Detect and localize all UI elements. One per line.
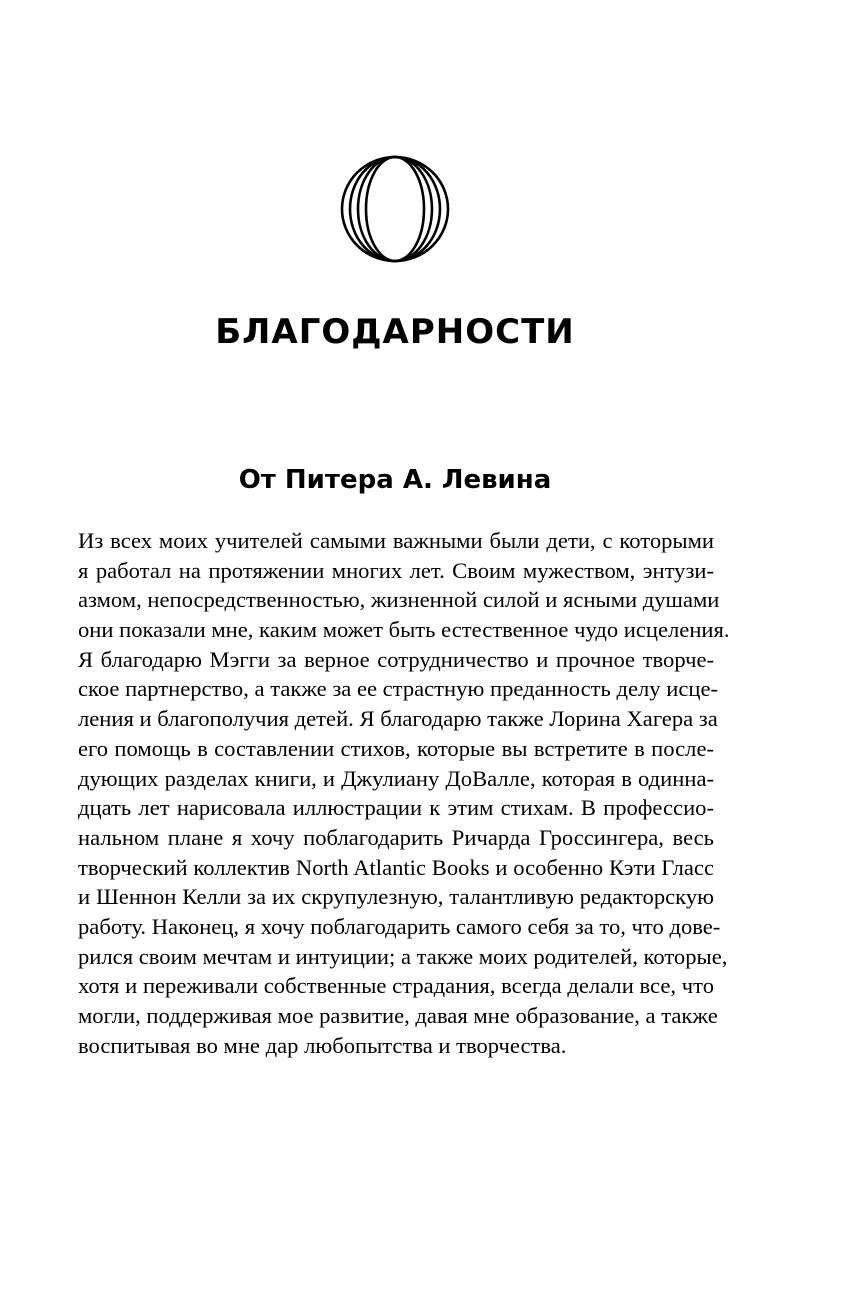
paragraph-line: дующих разделах книги, и Джулиану ДоВалле, которая в одинна- <box>78 765 714 791</box>
paragraph-line: творческий коллектив North Atlantic Books и особенно Кэти Гласс <box>78 854 714 880</box>
paragraph-line: они показали мне, каким может быть естественное чудо исцеления. <box>78 617 730 643</box>
chapter-title: БЛАГОДАРНОСТИ <box>215 312 575 352</box>
paragraph-line: рился своим мечтам и интуиции; а также моих родителей, которые, <box>78 943 728 969</box>
paragraph-line: воспитывая во мне дар любопытства и творчества. <box>78 1032 567 1058</box>
paragraph-line: ления и благополучия детей. Я благодарю также Лорина Хагера за <box>78 706 718 732</box>
paragraph-line: нальном плане я хочу поблагодарить Ричарда Гроссингера, весь <box>78 824 714 850</box>
paragraph-line: азмом, непосредственностью, жизненной силой и ясными душами <box>78 587 720 613</box>
body-paragraph <box>78 526 730 1060</box>
paragraph-line: дцать лет нарисовала иллюстрации к этим стихам. В профессио- <box>78 795 714 821</box>
paragraph-line: Из всех моих учителей самыми важными были дети, с которыми <box>78 528 714 553</box>
paragraph-line: его помощь в составлении стихов, которые вы встретите в после- <box>78 735 714 761</box>
paragraph-line: хотя и переживали собственные страдания, всегда делали все, что <box>78 973 714 999</box>
paragraph-line: ское партнерство, а также за ее страстную преданность делу исце- <box>78 676 719 702</box>
nested-oval-ornament-icon <box>339 154 451 264</box>
paragraph-line: работу. Наконец, я хочу поблагодарить самого себя за то, что дове- <box>78 913 721 939</box>
section-title: От Питера А. Левина <box>238 465 552 495</box>
paragraph-line: Я благодарю Мэгги за верное сотрудничество и прочное творче- <box>78 646 714 672</box>
paragraph-line: могли, поддерживая мое развитие, давая мне образование, а также <box>78 1003 718 1028</box>
paragraph-line: и Шеннон Келли за их скрупулезную, талантливую редакторскую <box>78 884 714 910</box>
paragraph-line: я работал на протяжении многих лет. Своим мужеством, энтузи- <box>78 557 714 583</box>
